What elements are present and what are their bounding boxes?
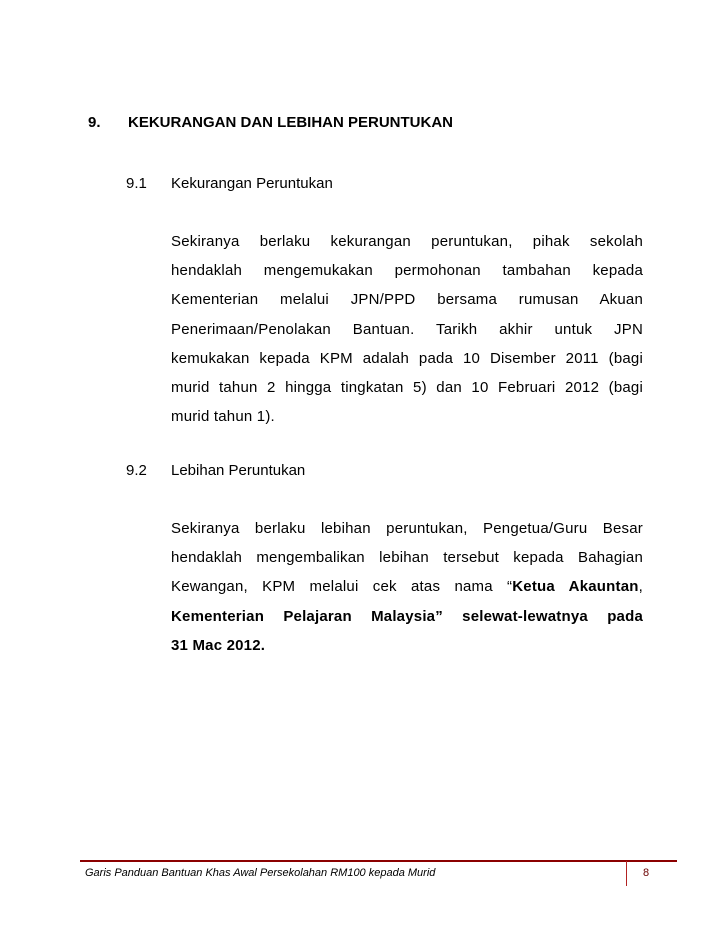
- paragraph-line: Sekiranya berlaku kekurangan peruntukan, pihak sekolah: [171, 233, 643, 250]
- paragraph-lebihan: [171, 514, 643, 660]
- paragraph-line: Sekiranya berlaku lebihan peruntukan, Pengetua/Guru Besar: [171, 520, 643, 537]
- page-number-box: [626, 861, 678, 886]
- footer-title: Garis Panduan Bantuan Khas Awal Persekolahan RM100 kepada Murid: [85, 867, 436, 879]
- paragraph-line: Penerimaan/Penolakan Bantuan. Tarikh akhir untuk JPN: [171, 320, 643, 338]
- subsection-title: Lebihan Peruntukan: [171, 462, 306, 479]
- section-title: KEKURANGAN DAN LEBIHAN PERUNTUKAN: [128, 114, 453, 131]
- paragraph-line: murid tahun 1).: [171, 408, 275, 426]
- page-number: 8: [643, 867, 650, 879]
- section-number: 9.: [88, 114, 101, 131]
- paragraph-text: ,: [638, 578, 643, 596]
- subsection-title: Kekurangan Peruntukan: [171, 175, 333, 192]
- paragraph-line: [171, 572, 643, 601]
- bold-text: Ketua Akauntan: [512, 578, 639, 596]
- paragraph-kekurangan: [171, 227, 643, 431]
- bold-text: Kementerian Pelajaran Malaysia” selewat-lewatnya pada: [171, 607, 643, 625]
- subsection-number: 9.2: [126, 462, 147, 479]
- paragraph-line: hendaklah mengemukakan permohonan tambahan kepada: [171, 262, 643, 280]
- paragraph-line: hendaklah mengembalikan lebihan tersebut kepada Bahagian: [171, 549, 643, 567]
- paragraph-text: Kewangan, KPM melalui cek atas nama “: [171, 578, 513, 596]
- footer-divider: [80, 860, 677, 862]
- subsection-number: 9.1: [126, 175, 147, 192]
- paragraph-line: [171, 631, 643, 660]
- paragraph-line: murid tahun 2 hingga tingkatan 5) dan 10 Februari 2012 (bagi: [171, 379, 643, 397]
- paragraph-line: kemukakan kepada KPM adalah pada 10 Disember 2011 (bagi: [171, 349, 643, 367]
- paragraph-line: Kementerian melalui JPN/PPD bersama rumusan Akuan: [171, 291, 643, 309]
- paragraph-line: [171, 602, 643, 631]
- bold-text: 31 Mac 2012.: [171, 636, 266, 654]
